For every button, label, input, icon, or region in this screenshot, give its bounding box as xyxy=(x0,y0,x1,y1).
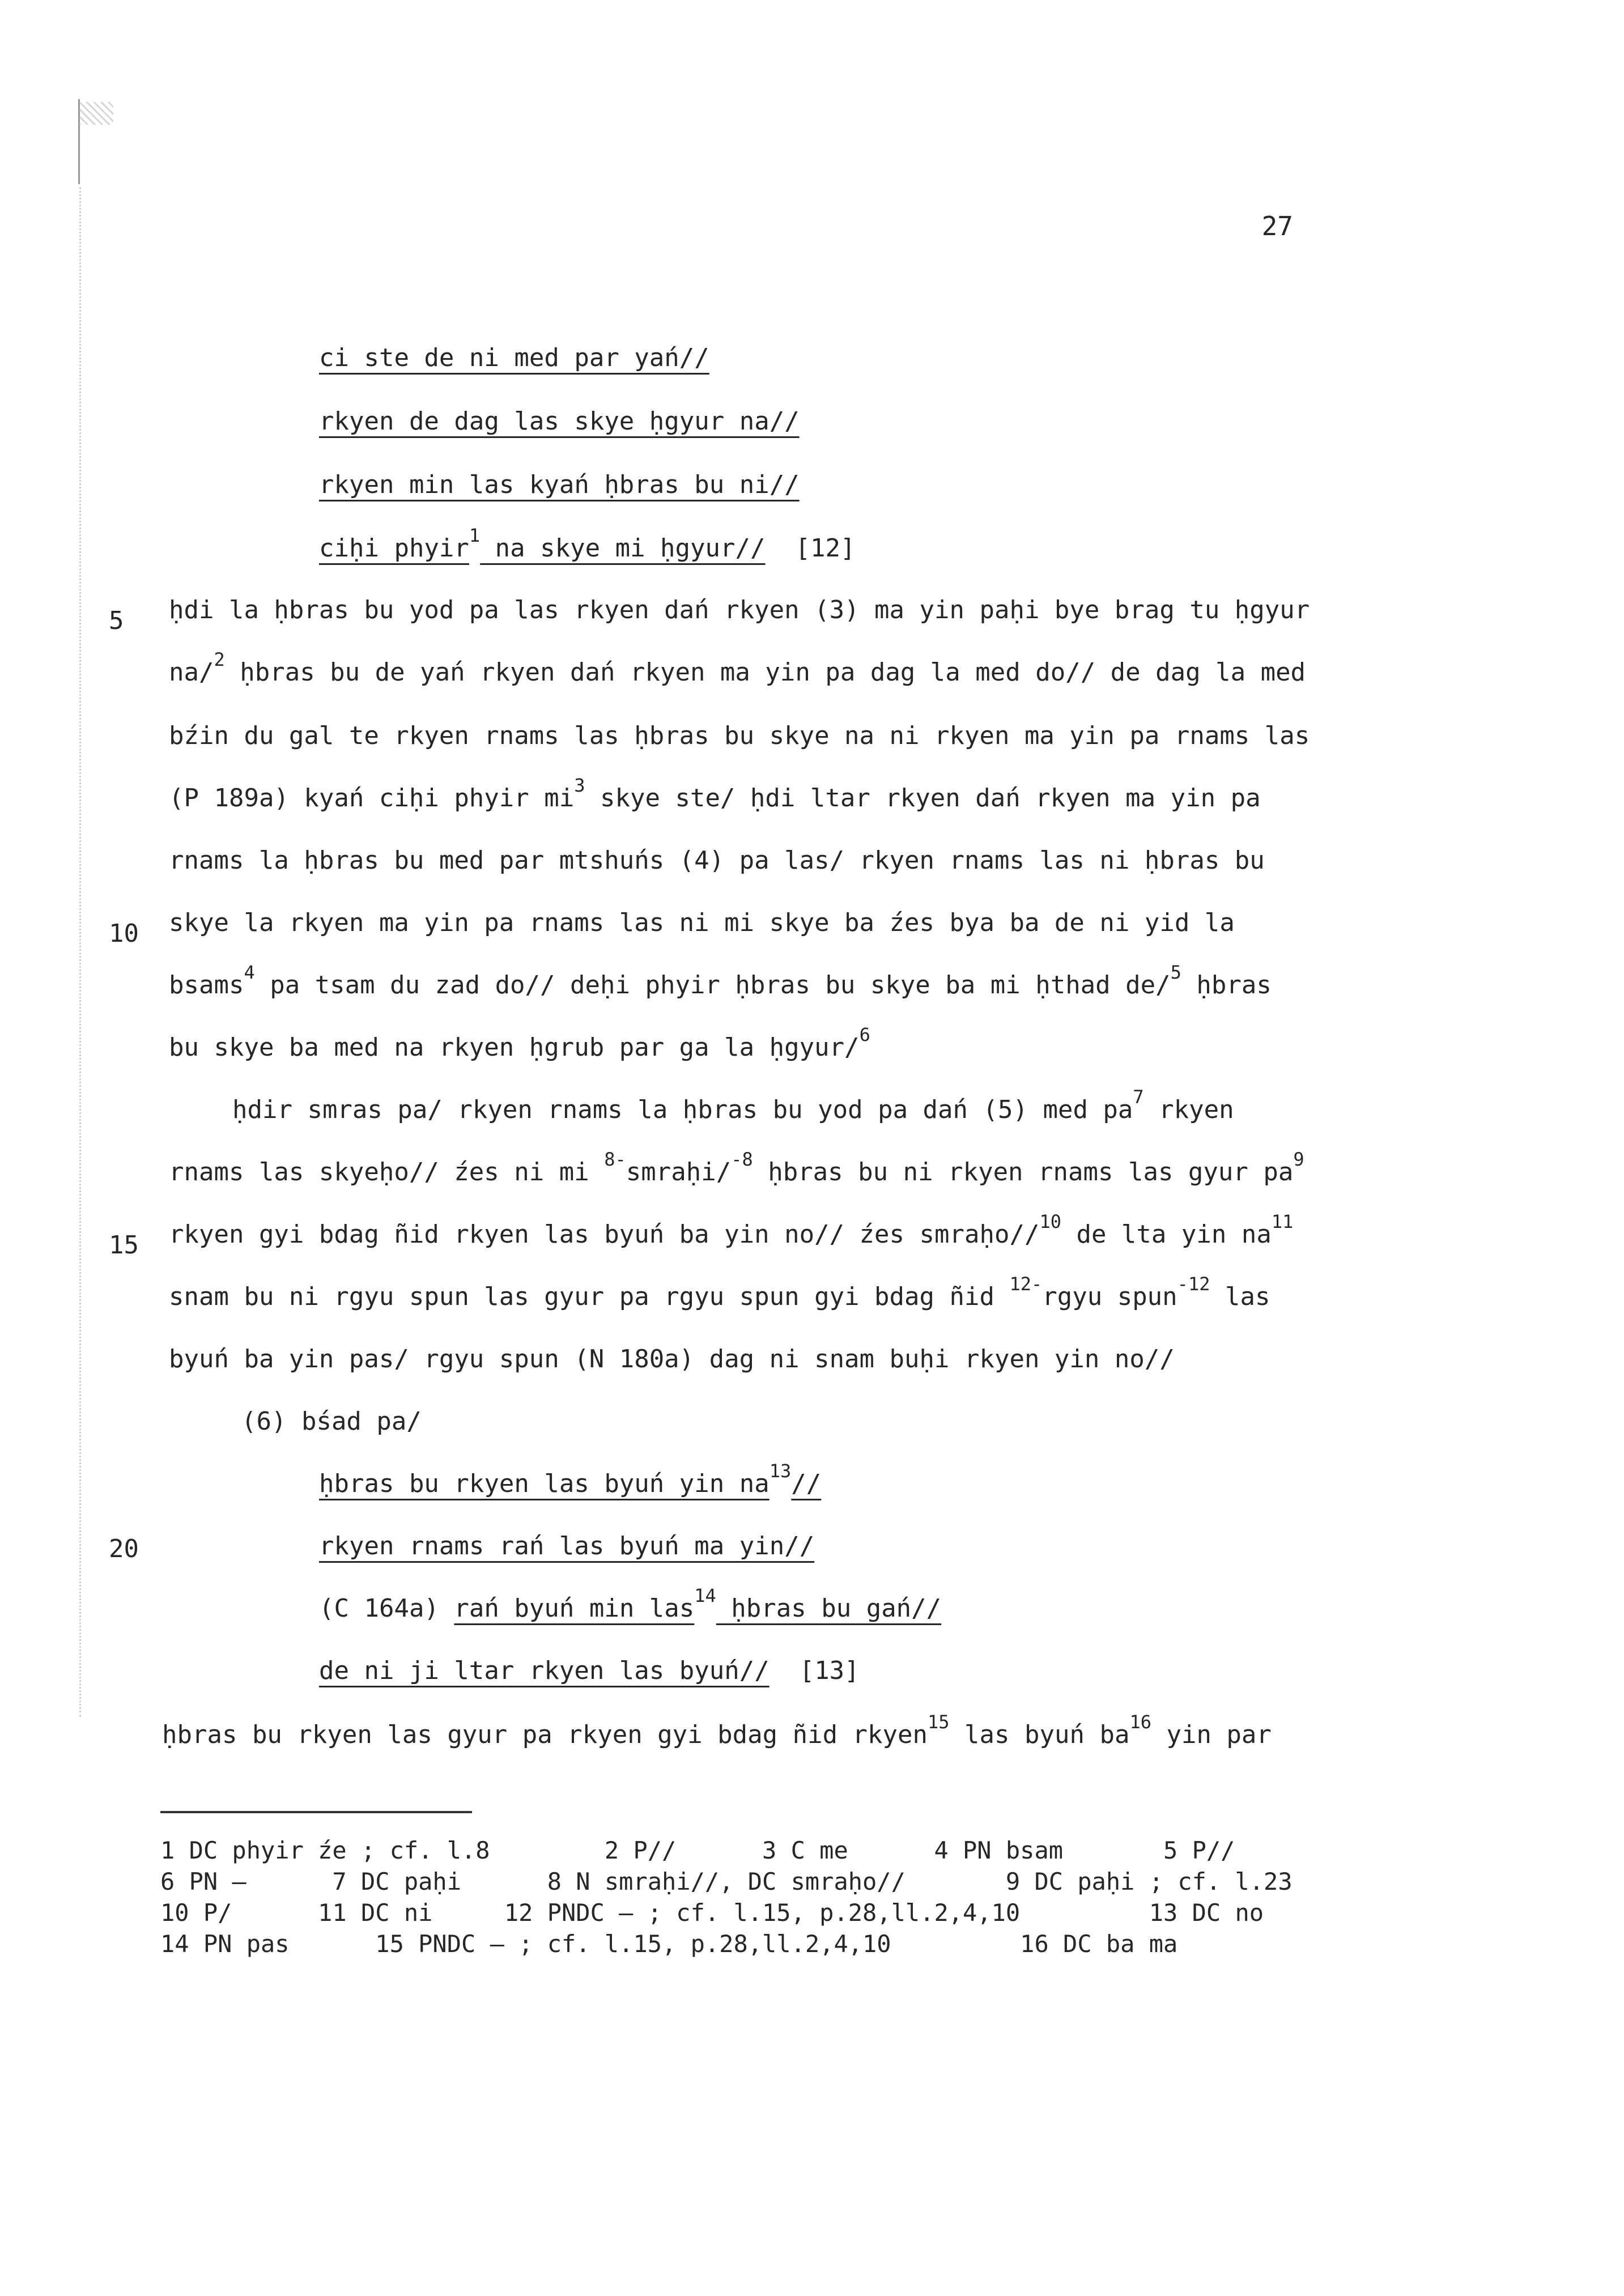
text: rkyen xyxy=(1143,1095,1234,1124)
text: rnams la ḥbras bu med par mtshuńs (4) pa las/ rkyen rnams las ni ḥbras bu xyxy=(169,846,1265,875)
verse-text: ciḥi phyir xyxy=(319,534,469,563)
line-number-20: 20 xyxy=(109,1534,139,1563)
text: skye ste/ ḥdi ltar rkyen dań rkyen ma yin pa xyxy=(585,784,1261,813)
text: ḥdi la ḥbras bu yod pa las rkyen dań rkyen (3) ma yin paḥi bye brag tu ḥgyur xyxy=(169,596,1310,624)
verse-number: [13] xyxy=(799,1656,860,1685)
footnote-line: 6 PN — 7 DC paḥi 8 N smraḥi//, DC smraḥo// 9 DC paḥi ; cf. l.23 xyxy=(160,1868,1293,1895)
prose-line xyxy=(232,1086,1234,1124)
note-ref: 3 xyxy=(574,775,585,796)
folio-ref: (C 164a) xyxy=(319,1594,454,1623)
note-ref: 7 xyxy=(1133,1086,1144,1108)
prose-line xyxy=(169,1211,1294,1249)
verse-12-line-3: rkyen min las kyań ḥbras bu ni// xyxy=(319,470,800,499)
prose-line xyxy=(169,721,1310,750)
text: ḥbras bu ni rkyen rnams las gyur pa xyxy=(753,1158,1294,1187)
note-ref: 4 xyxy=(244,962,255,983)
verse-text: ḥbras bu gań// xyxy=(716,1594,942,1623)
verse-12-line-2: rkyen de dag las skye ḥgyur na// xyxy=(319,407,800,436)
verse-12-line-4 xyxy=(319,525,856,563)
prose-line xyxy=(169,598,1310,623)
verse-text: rań byuń min las xyxy=(454,1594,695,1623)
verse-12-line-1: ci ste de ni med par yań// xyxy=(319,343,709,372)
text: byuń ba yin pas/ rgyu spun (N 180a) dag ni snam buḥi rkyen yin no// xyxy=(169,1345,1175,1374)
verse-13-line-4 xyxy=(319,1656,860,1685)
margin-dots xyxy=(79,187,81,1717)
text: ḥbras xyxy=(1181,971,1272,1000)
text: bu skye ba med na rkyen ḥgrub par ga la ḥgyur/ xyxy=(169,1033,860,1062)
note-ref: 1 xyxy=(469,525,481,546)
text: smraḥi/ xyxy=(626,1158,732,1187)
note-ref: 11 xyxy=(1271,1211,1294,1232)
prose-line xyxy=(169,962,1272,1000)
prose-line xyxy=(169,775,1261,813)
text: rgyu spun xyxy=(1042,1282,1177,1311)
text: ḥbras bu rkyen las gyur pa rkyen gyi bdag ñid rkyen xyxy=(162,1720,928,1749)
prose-line xyxy=(169,1347,1175,1372)
note-ref: 16 xyxy=(1129,1711,1151,1733)
footnote-line: 14 PN pas 15 PNDC — ; cf. l.15, p.28,ll.2,4,10 16 DC ba ma xyxy=(160,1930,1178,1958)
bsad-heading: (6) bśad pa/ xyxy=(241,1407,422,1436)
page-number: 27 xyxy=(1261,211,1293,241)
prose-line xyxy=(169,1149,1304,1187)
note-ref: -12 xyxy=(1177,1273,1210,1295)
verse-text: ḥbras bu rkyen las byuń yin na xyxy=(319,1469,770,1498)
prose-line xyxy=(169,649,1306,687)
text: (P 189a) kyań ciḥi phyir mi xyxy=(169,784,575,813)
note-ref: 14 xyxy=(694,1585,716,1606)
text: rkyen gyi bdag ñid rkyen las byuń ba yin no// źes smraḥo// xyxy=(169,1220,1040,1249)
footnote-line: 10 P/ 11 DC ni 12 PNDC — ; cf. l.15, p.28,ll.2,4,10 13 DC no xyxy=(160,1899,1264,1927)
note-ref: 9 xyxy=(1293,1149,1304,1170)
text: pa tsam du zad do// deḥi phyir ḥbras bu skye ba mi ḥthad de/ xyxy=(254,971,1171,1000)
text: yin par xyxy=(1151,1720,1272,1749)
text: bsams xyxy=(169,971,244,1000)
verse-13-line-3 xyxy=(319,1585,942,1623)
prose-line xyxy=(162,1711,1272,1749)
prose-line xyxy=(169,848,1265,873)
footnote-rule xyxy=(160,1811,472,1813)
prose-line xyxy=(169,1024,870,1062)
note-ref: 10 xyxy=(1039,1211,1061,1232)
text: las xyxy=(1210,1282,1270,1311)
note-ref: 5 xyxy=(1170,962,1181,983)
prose-line xyxy=(169,908,1235,937)
text: de lta yin na xyxy=(1061,1220,1272,1249)
verse-text: de ni ji ltar rkyen las byuń// xyxy=(319,1656,770,1685)
scan-noise xyxy=(79,102,113,125)
verse-text: rkyen rnams rań las byuń ma yin// xyxy=(319,1532,815,1561)
text: snam bu ni rgyu spun las gyur pa rgyu spun gyi bdag ñid xyxy=(169,1282,1010,1311)
footnote-line: 1 DC phyir źe ; cf. l.8 2 P// 3 C me 4 PN bsam 5 P// xyxy=(160,1836,1235,1864)
line-number-10: 10 xyxy=(109,919,139,948)
prose-line xyxy=(169,1273,1270,1311)
text: bźin du gal te rkyen rnams las ḥbras bu skye na ni rkyen ma yin pa rnams las xyxy=(169,721,1310,750)
text: na/ xyxy=(169,658,214,687)
note-ref: -8 xyxy=(731,1149,753,1170)
note-ref: 13 xyxy=(769,1460,792,1482)
verse-number: [12] xyxy=(795,534,856,563)
line-number-15: 15 xyxy=(109,1231,139,1260)
verse-text: // xyxy=(791,1469,822,1498)
text: las byuń ba xyxy=(949,1720,1130,1749)
verse-text: na skye mi ḥgyur// xyxy=(480,534,766,563)
note-ref: 6 xyxy=(859,1024,870,1045)
note-ref: 15 xyxy=(928,1711,950,1733)
line-number-5: 5 xyxy=(109,606,124,635)
text: skye la rkyen ma yin pa rnams las ni mi skye ba źes bya ba de ni yid la xyxy=(169,908,1235,937)
verse-13-line-1 xyxy=(319,1460,822,1498)
note-ref: 8- xyxy=(604,1149,626,1170)
text: ḥbras bu de yań rkyen dań rkyen ma yin pa dag la med do// de dag la med xyxy=(224,658,1306,687)
note-ref: 2 xyxy=(214,649,225,670)
verse-13-line-2 xyxy=(319,1534,814,1559)
text: ḥdir smras pa/ rkyen rnams la ḥbras bu yod pa dań (5) med pa xyxy=(232,1095,1133,1124)
text: rnams las skyeḥo// źes ni mi xyxy=(169,1158,605,1187)
note-ref: 12- xyxy=(1009,1273,1043,1295)
